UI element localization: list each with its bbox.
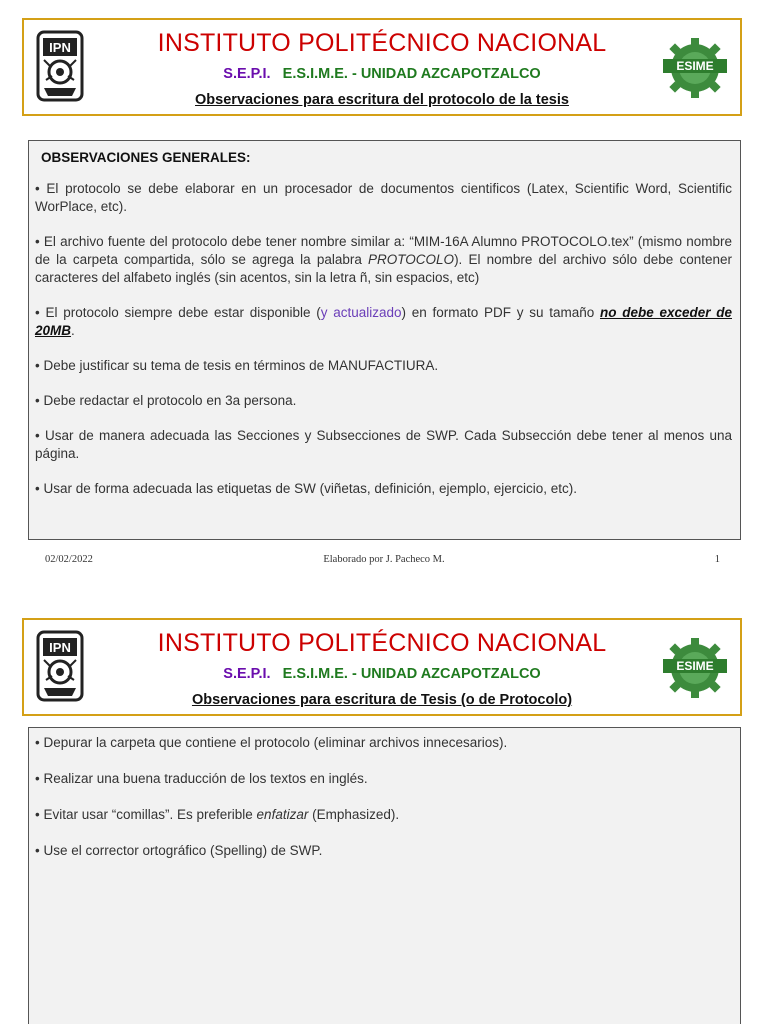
institution-subtitle [24, 666, 740, 682]
text-run: (Emphasized). [308, 807, 400, 822]
text-run: • El archivo fuente del protocolo debe tener nombre similar a: “MIM-16A Alumno PROTOCOLO.tex” (mismo nombre de la carpeta compartida, sólo se agrega la palabra [35, 234, 732, 267]
section-heading: OBSERVACIONES GENERALES: [41, 150, 251, 165]
svg-text:ESIME: ESIME [676, 659, 714, 673]
footer-page-number: 1 [714, 554, 720, 565]
list-item: • Usar de forma adecuada las etiquetas de SW (viñetas, definición, ejemplo, ejercicio, etc). [35, 481, 577, 496]
list-item: • El protocolo se debe elaborar en un procesador de documentos cientificos (Latex, Scientific Word, Scientific WorPlace, etc). [35, 181, 732, 214]
institute-title: INSTITUTO POLITÉCNICO NACIONAL [157, 29, 607, 57]
observations-box [28, 727, 741, 1024]
svg-text:IPN: IPN [49, 640, 71, 655]
footer-date: 02/02/2022 [45, 554, 93, 565]
svg-text:ESIME: ESIME [676, 59, 714, 73]
institute-title: INSTITUTO POLITÉCNICO NACIONAL [157, 629, 607, 657]
size-limit-text: no debe exceder de 20MB [35, 305, 732, 338]
list-item: • Debe redactar el protocolo en 3a persona. [35, 393, 297, 408]
slide-subtitle: Observaciones para escritura del protocolo de la tesis [195, 92, 569, 108]
text-run: . [71, 323, 75, 338]
slide-header [22, 18, 742, 116]
esime-logo-icon [660, 636, 730, 700]
esime-label: E.S.I.M.E. - UNIDAD AZCAPOTZALCO [282, 66, 541, 82]
highlight-text: y actualizado [320, 305, 402, 320]
institution-subtitle [24, 66, 740, 82]
list-item: • Realizar una buena traducción de los textos en inglés. [35, 771, 368, 786]
sepi-label: S.E.P.I. [223, 66, 271, 82]
slide-subtitle: Observaciones para escritura de Tesis (o de Protocolo) [191, 692, 573, 708]
footer-author: Elaborado por J. Pacheco M. [323, 554, 445, 565]
observations-box [28, 140, 741, 540]
slide-footer [0, 554, 768, 570]
svg-text:IPN: IPN [49, 40, 71, 55]
text-run: ) en formato PDF y su tamaño [401, 305, 600, 320]
text-run: ). El nombre del archivo sólo debe contener caracteres del alfabeto inglés (sin acentos, sin la letra ñ, sin espacios, etc) [35, 252, 732, 285]
list-item: • Depurar la carpeta que contiene el protocolo (eliminar archivos innecesarios). [35, 735, 508, 750]
slide-2 [0, 600, 768, 1024]
list-item [35, 233, 732, 287]
list-item [35, 304, 732, 340]
emphasis-text: enfatizar [256, 807, 309, 822]
list-item: • Use el corrector ortográfico (Spelling) de SWP. [35, 843, 323, 858]
esime-logo-icon [660, 36, 730, 100]
list-item: • Debe justificar su tema de tesis en términos de MANUFACTIURA. [35, 358, 439, 373]
list-item: • Usar de manera adecuada las Secciones y Subsecciones de SWP. Cada Subsección debe tener al menos una página. [35, 428, 732, 461]
list-item [35, 806, 732, 824]
slide-header [22, 618, 742, 716]
sepi-label: S.E.P.I. [223, 666, 271, 682]
emphasis-text: PROTOCOLO [368, 252, 455, 267]
esime-label: E.S.I.M.E. - UNIDAD AZCAPOTZALCO [282, 666, 541, 682]
text-run: • Evitar usar “comillas”. Es preferible [35, 807, 257, 822]
text-run: • El protocolo siempre debe estar disponible ( [35, 305, 321, 320]
